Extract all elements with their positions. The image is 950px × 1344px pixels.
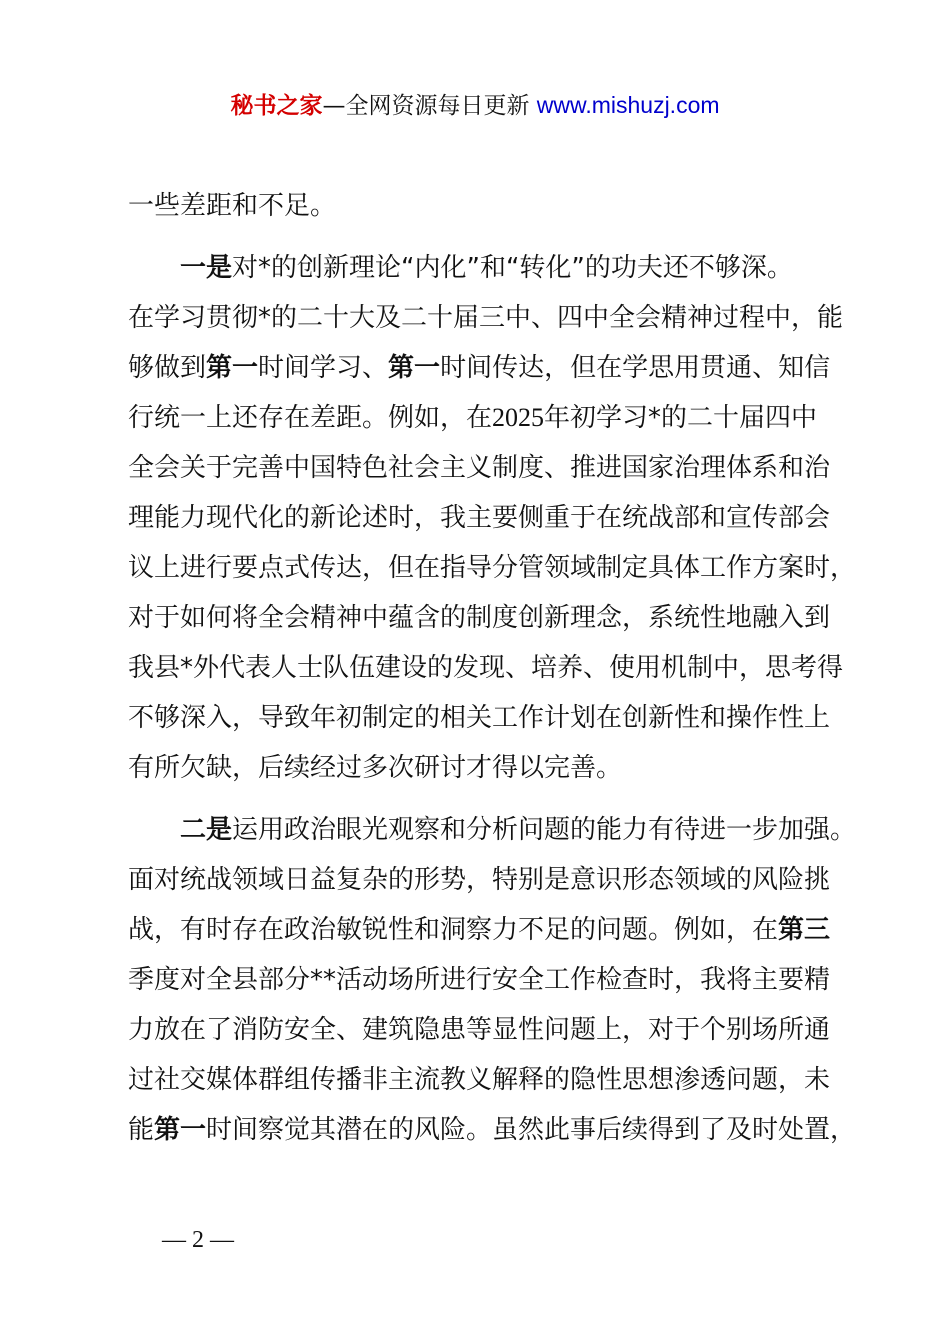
paragraph-one-heading: 一是对*的创新理论“内化”和“转化”的功夫还不够深。: [180, 253, 793, 283]
paragraph-two-heading: 二是运用政治眼光观察和分析问题的能力有待进一步加强。: [180, 815, 857, 845]
brand-name: 秘书之家: [230, 93, 323, 119]
text-line: 能第一时间察觉其潜在的风险。虽然此事后续得到了及时处置，: [128, 1115, 857, 1145]
text-line: 对于如何将全会精神中蕴含的制度创新理念，系统性地融入到: [128, 603, 831, 633]
text-line: 议上进行要点式传达，但在指导分管领域制定具体工作方案时，: [128, 553, 857, 583]
text-line: 战，有时存在政治敏锐性和洞察力不足的问题。例如，在第三: [128, 915, 831, 945]
site-header: [0, 88, 950, 123]
text-line: 不够深入，导致年初制定的相关工作计划在创新性和操作性上: [128, 703, 831, 733]
text-line: 过社交媒体群组传播非主流教义解释的隐性思想渗透问题，未: [128, 1065, 831, 1095]
text-line: 有所欠缺，后续经过多次研讨才得以完善。: [128, 753, 623, 783]
text-line: 够做到第一时间学习、第一时间传达，但在学思用贯通、知信: [128, 353, 831, 383]
text-line: 行统一上还存在差距。例如，在2025年初学习*的二十届四中: [128, 403, 818, 433]
site-url[interactable]: www.mishuzj.com: [536, 92, 720, 118]
page-number: — 2 —: [162, 1227, 234, 1253]
text-line: 在学习贯彻*的二十大及二十届三中、四中全会精神过程中，能: [128, 303, 844, 333]
text-line: 一些差距和不足。: [128, 191, 337, 221]
text-line: 我县*外代表人士队伍建设的发现、培养、使用机制中，思考得: [128, 653, 844, 683]
text-line: 面对统战领域日益复杂的形势，特别是意识形态领域的风险挑: [128, 865, 831, 895]
paragraph-marker: 二是: [180, 815, 233, 845]
text-line: 季度对全县部分**活动场所进行安全工作检查时，我将主要精: [128, 965, 831, 995]
paragraph-marker: 一是: [180, 253, 233, 283]
text-line: 全会关于完善中国特色社会主义制度、推进国家治理体系和治: [128, 453, 831, 483]
header-tagline: —全网资源每日更新: [322, 93, 537, 119]
text-line: 力放在了消防安全、建筑隐患等显性问题上，对于个别场所通: [128, 1015, 831, 1045]
text-line: 理能力现代化的新论述时，我主要侧重于在统战部和宣传部会: [128, 503, 831, 533]
